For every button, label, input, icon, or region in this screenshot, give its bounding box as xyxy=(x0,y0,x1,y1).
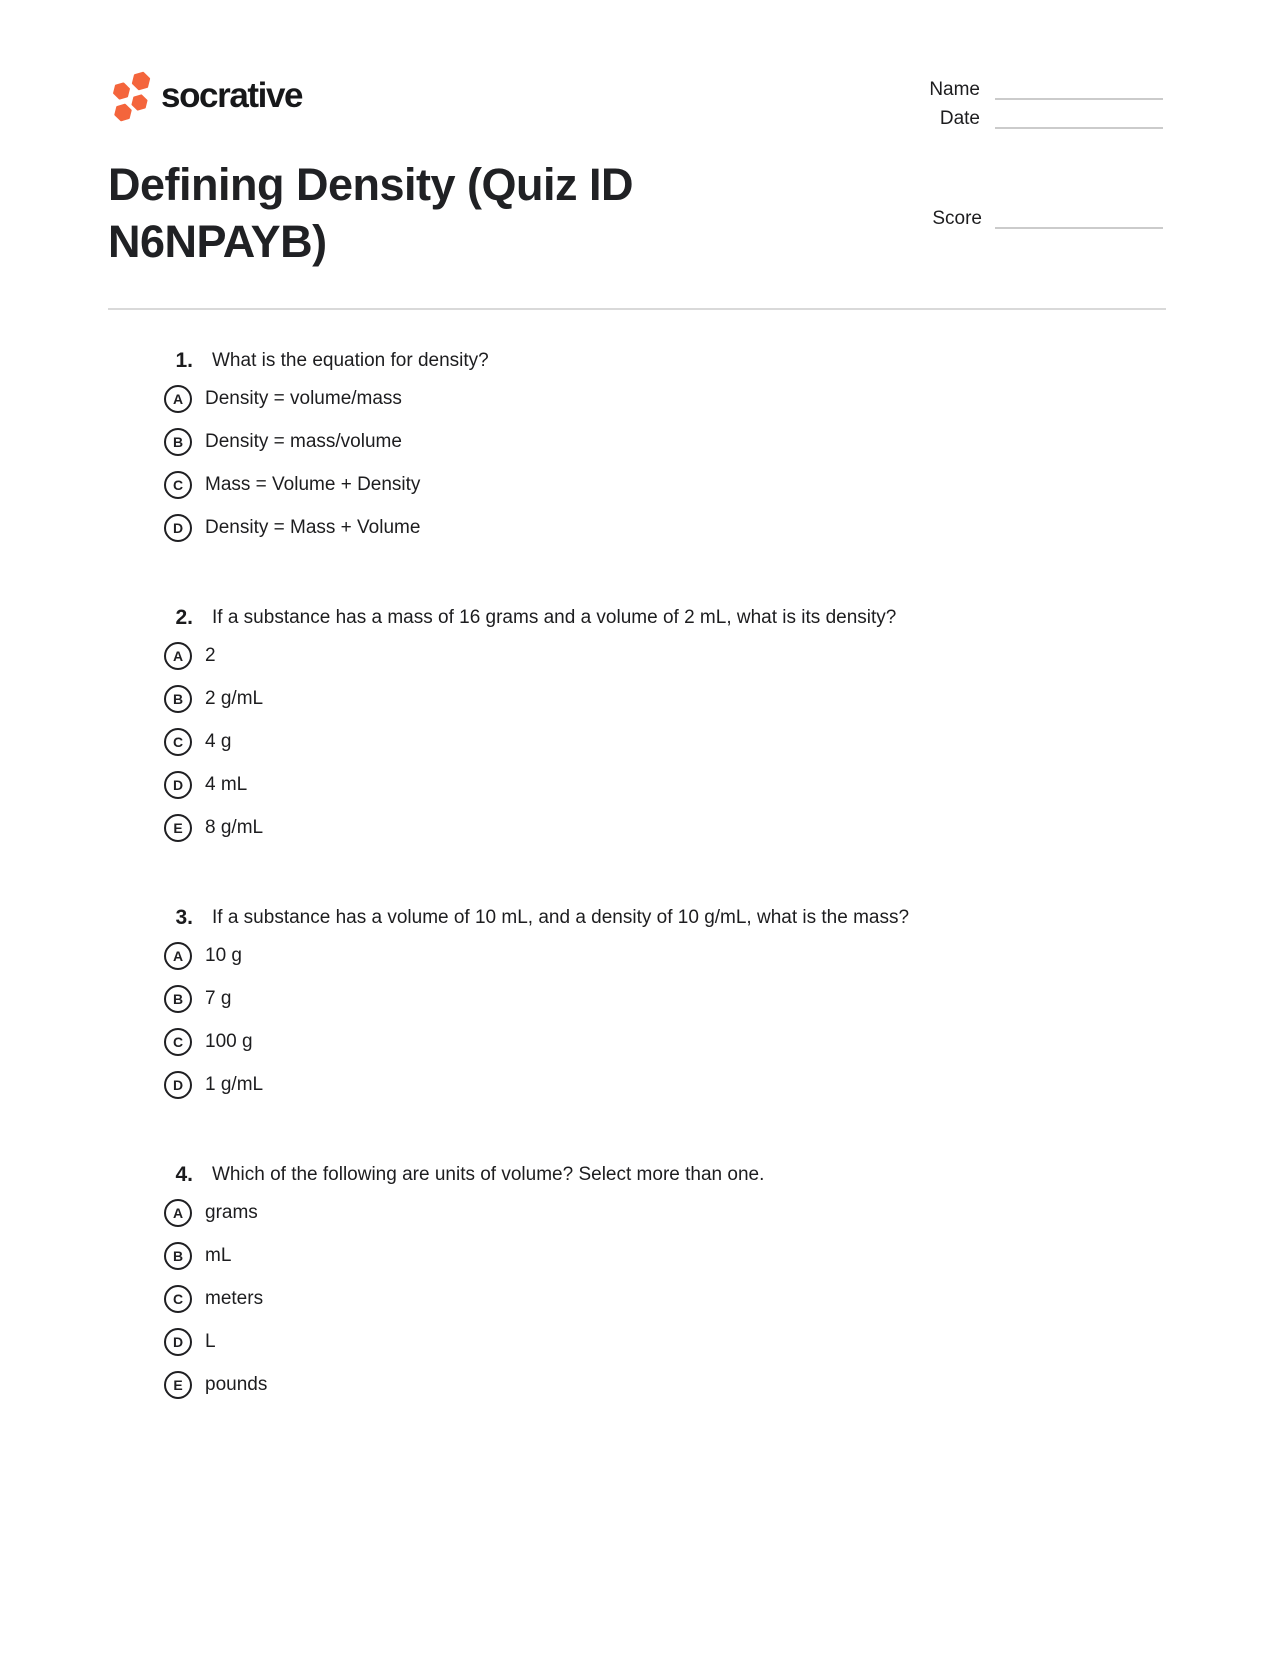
score-blank-line xyxy=(995,227,1163,229)
header-divider xyxy=(108,308,1166,310)
page-title-line-2: N6NPAYB) xyxy=(108,216,327,267)
answer-option xyxy=(108,985,1168,1013)
answer-option xyxy=(108,385,1168,413)
date-blank-line xyxy=(995,127,1163,129)
name-blank-line xyxy=(995,98,1163,100)
answer-option-text: Density = Mass + Volume xyxy=(205,517,421,538)
question-list xyxy=(108,347,1168,1399)
answer-letter-circle: C xyxy=(164,728,192,756)
question-header xyxy=(108,904,1168,932)
answer-option xyxy=(108,942,1168,970)
question-text: If a substance has a mass of 16 grams and a volume of 2 mL, what is its density? xyxy=(212,607,897,628)
answer-option xyxy=(108,728,1168,756)
answer-letter-circle: D xyxy=(164,1071,192,1099)
answer-option xyxy=(108,471,1168,499)
answer-option-text: mL xyxy=(205,1245,232,1266)
answer-option-text: 8 g/mL xyxy=(205,817,264,838)
question-block xyxy=(108,904,1168,1099)
answer-letter-circle: D xyxy=(164,1328,192,1356)
answer-option xyxy=(108,1199,1168,1227)
answer-option-text: meters xyxy=(205,1288,264,1309)
answer-option-text: Density = volume/mass xyxy=(205,388,402,409)
answer-letter-circle: D xyxy=(164,514,192,542)
answer-option xyxy=(108,685,1168,713)
socrative-logo-text: socrative xyxy=(161,76,303,115)
score-field-label: Score xyxy=(932,208,982,229)
answer-letter-circle: B xyxy=(164,1242,192,1270)
answer-letter-circle: D xyxy=(164,771,192,799)
answer-option-text: 100 g xyxy=(205,1031,253,1052)
question-options xyxy=(108,942,1168,1099)
answer-letter-circle: C xyxy=(164,1285,192,1313)
question-header xyxy=(108,1161,1168,1189)
name-field-label: Name xyxy=(929,79,980,100)
answer-letter-circle: B xyxy=(164,985,192,1013)
answer-letter-circle: E xyxy=(164,1371,192,1399)
answer-option-text: Mass = Volume + Density xyxy=(205,474,421,495)
answer-option xyxy=(108,1071,1168,1099)
question-text: What is the equation for density? xyxy=(212,350,489,371)
question-text: Which of the following are units of volume? Select more than one. xyxy=(212,1164,765,1185)
answer-option xyxy=(108,814,1168,842)
answer-option-text: L xyxy=(205,1331,216,1352)
answer-letter-circle: B xyxy=(164,428,192,456)
question-number: 1. xyxy=(175,349,193,372)
answer-letter-circle: A xyxy=(164,385,192,413)
question-header xyxy=(108,604,1168,632)
answer-letter-circle: A xyxy=(164,942,192,970)
answer-option-text: 10 g xyxy=(205,945,242,966)
answer-option-text: 2 xyxy=(205,645,216,666)
answer-option xyxy=(108,1328,1168,1356)
question-block xyxy=(108,604,1168,842)
answer-option-text: 7 g xyxy=(205,988,232,1009)
answer-option-text: grams xyxy=(205,1202,258,1223)
answer-option xyxy=(108,771,1168,799)
answer-option xyxy=(108,514,1168,542)
answer-option xyxy=(108,1242,1168,1270)
answer-option xyxy=(108,1285,1168,1313)
answer-option-text: 2 g/mL xyxy=(205,688,264,709)
question-number: 4. xyxy=(175,1163,193,1186)
question-options xyxy=(108,385,1168,542)
answer-option-text: pounds xyxy=(205,1374,268,1395)
answer-letter-circle: C xyxy=(164,471,192,499)
question-options xyxy=(108,642,1168,842)
answer-option-text: 4 g xyxy=(205,731,232,752)
answer-letter-circle: B xyxy=(164,685,192,713)
date-field-label: Date xyxy=(939,108,980,129)
answer-letter-circle: C xyxy=(164,1028,192,1056)
question-number: 2. xyxy=(175,606,193,629)
page-title xyxy=(108,156,768,270)
answer-option-text: Density = mass/volume xyxy=(205,431,402,452)
answer-option xyxy=(108,428,1168,456)
question-header xyxy=(108,347,1168,375)
question-options xyxy=(108,1199,1168,1399)
page-title-line-1: Defining Density (Quiz ID xyxy=(108,159,634,210)
question-number: 3. xyxy=(175,906,193,929)
answer-option-text: 4 mL xyxy=(205,774,248,795)
answer-letter-circle: E xyxy=(164,814,192,842)
question-block xyxy=(108,347,1168,542)
socrative-hexagons-icon xyxy=(112,71,152,123)
answer-option xyxy=(108,1371,1168,1399)
answer-letter-circle: A xyxy=(164,642,192,670)
question-text: If a substance has a volume of 10 mL, and a density of 10 g/mL, what is the mass? xyxy=(212,907,910,928)
answer-option-text: 1 g/mL xyxy=(205,1074,264,1095)
answer-letter-circle: A xyxy=(164,1199,192,1227)
answer-option xyxy=(108,642,1168,670)
question-block xyxy=(108,1161,1168,1399)
answer-option xyxy=(108,1028,1168,1056)
